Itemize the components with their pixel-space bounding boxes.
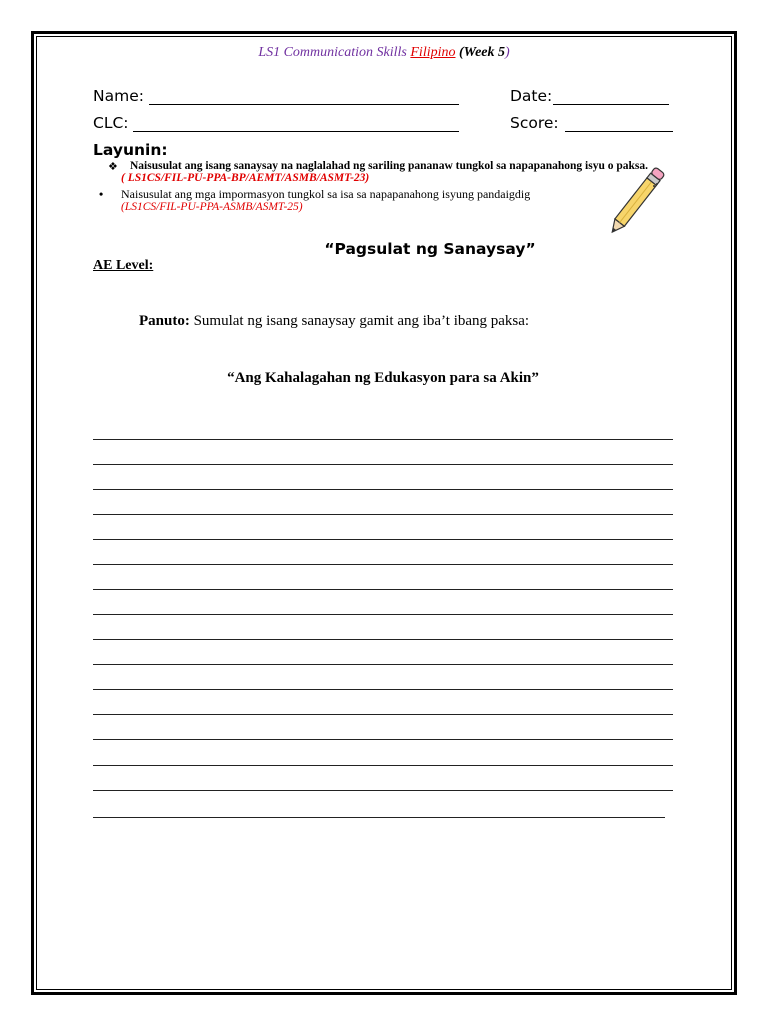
objective-1-text: Naisusulat ang isang sanaysay na naglalahad ng sariling pananaw tungkol sa napapanahong isyu o paksa. <box>130 160 649 172</box>
score-line[interactable] <box>565 131 673 132</box>
writing-line[interactable] <box>93 765 673 766</box>
essay-topic: “Ang Kahalagahan ng Edukasyon para sa Akin” <box>227 370 539 386</box>
instructions <box>139 313 529 330</box>
writing-line[interactable] <box>93 564 673 565</box>
objective-2-code: (LS1CS/FIL-PU-PPA-ASMB/ASMT-25) <box>121 201 303 213</box>
layunin-title: Layunin: <box>93 141 168 159</box>
writing-line[interactable] <box>93 614 673 615</box>
writing-line[interactable] <box>93 464 673 465</box>
subject-name: Filipino <box>410 45 456 60</box>
score-label: Score: <box>510 114 559 132</box>
dot-bullet-icon: • <box>99 187 104 201</box>
writing-line[interactable] <box>93 589 673 590</box>
writing-line[interactable] <box>93 739 673 740</box>
panuto-label: Panuto: <box>139 313 190 329</box>
writing-line[interactable] <box>93 817 665 818</box>
name-line[interactable] <box>149 104 459 105</box>
ae-level-label: AE Level: <box>93 258 154 273</box>
writing-line[interactable] <box>93 790 673 791</box>
name-label: Name: <box>93 87 144 105</box>
writing-line[interactable] <box>93 689 673 690</box>
writing-line[interactable] <box>93 714 673 715</box>
clc-line[interactable] <box>133 131 459 132</box>
panuto-text: Sumulat ng isang sanaysay gamit ang iba’t ibang paksa: <box>189 313 530 329</box>
week-label: (Week 5 <box>459 45 505 60</box>
writing-line[interactable] <box>93 539 673 540</box>
pencil-icon <box>596 162 686 248</box>
document-title: “Pagsulat ng Sanaysay” <box>324 240 536 258</box>
header-line <box>0 45 768 61</box>
writing-line[interactable] <box>93 514 673 515</box>
date-line[interactable] <box>553 104 669 105</box>
writing-line[interactable] <box>93 639 673 640</box>
week-close: ) <box>505 45 510 60</box>
course-name: LS1 Communication Skills <box>258 45 407 60</box>
objective-2-text: Naisusulat ang mga impormasyon tungkol sa isa sa napapanahong isyung pandaigdig <box>121 187 531 201</box>
diamond-bullet-icon: ❖ <box>108 161 118 173</box>
writing-line[interactable] <box>93 489 673 490</box>
objective-1-code: ( LS1CS/FIL-PU-PPA-BP/AEMT/ASMB/ASMT-23) <box>121 172 370 184</box>
clc-label: CLC: <box>93 114 129 132</box>
date-label: Date: <box>510 87 553 105</box>
writing-line[interactable] <box>93 664 673 665</box>
writing-line[interactable] <box>93 439 673 440</box>
